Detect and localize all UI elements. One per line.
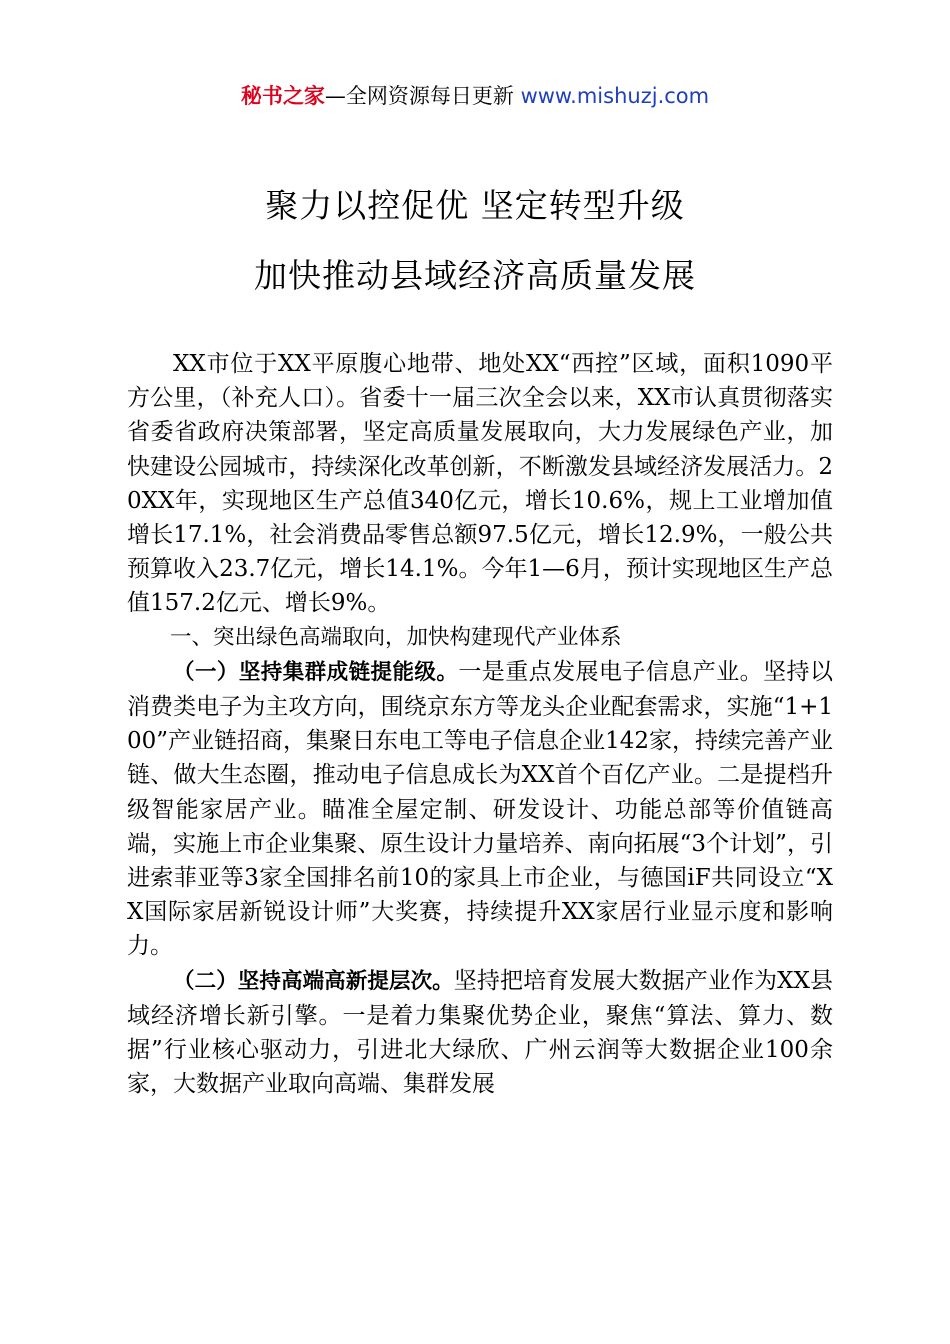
document-title-line-1: 聚力以控促优 坚定转型升级	[265, 186, 685, 225]
brand-tagline: —全网资源每日更新	[324, 84, 514, 108]
site-url-link[interactable]: www.mishuzj.com	[513, 84, 710, 108]
site-banner	[0, 80, 950, 112]
subsection-text-1: 一是重点发展电子信息产业。坚持以消费类电子为主攻方向，围绕京东方等龙头企业配套需求，实施“1+100”产业链招商，集聚日东电工等电子信息企业142家，持续完善产业链、做大生态圈，推动电子信息成长为XX首个百亿产业。二是提档升级智能家居产业。瞄准全屋定制、研发设计、功能总部等价值链高端，实施上市企业集聚、原生设计力量培养、南向拓展“3个计划”，引进索菲亚等3家全国排名前10的家具上市企业，与德国iF共同设立“XX国际家居新锐设计师”大奖赛，持续提升XX家居行业显示度和影响力。	[127, 658, 834, 960]
section-heading-1: 一、突出绿色高端取向，加快构建现代产业体系	[170, 624, 622, 650]
subsection-lead-1: （一）坚持集群成链提能级。	[173, 659, 459, 685]
document-body	[127, 347, 833, 1101]
intro-paragraph: XX市位于XX平原腹心地带、地处XX“西控”区域，面积1090平方公里，（补充人口）。省委十一届三次全会以来，XX市认真贯彻落实省委省政府决策部署，坚定高质量发展取向，大力发展绿色产业，加快建设公园城市，持续深化改革创新，不断激发县域经济发展活力。20XX年，实现地区生产总值340亿元，增长10.6%，规上工业增加值增长17.1%，社会消费品零售总额97.5亿元，增长12.9%，一般公共预算收入23.7亿元，增长14.1%。今年1—6月，预计实现地区生产总值157.2亿元、增长9%。	[127, 351, 833, 617]
subsection-paragraph-2	[127, 964, 833, 1102]
subsection-text-2: 坚持把培育发展大数据产业作为XX县域经济增长新引擎。一是着力集聚优势企业，聚焦“算法、算力、数据”行业核心驱动力，引进北大绿欣、广州云润等大数据企业100余家，大数据产业取向高端、集群发展	[127, 967, 833, 1098]
subsection-paragraph-1	[127, 655, 833, 964]
document-title-line-2: 加快推动县域经济高质量发展	[254, 256, 696, 295]
brand-name: 秘书之家	[240, 84, 325, 108]
subsection-lead-2: （二）坚持高端高新提层次。	[173, 968, 454, 994]
